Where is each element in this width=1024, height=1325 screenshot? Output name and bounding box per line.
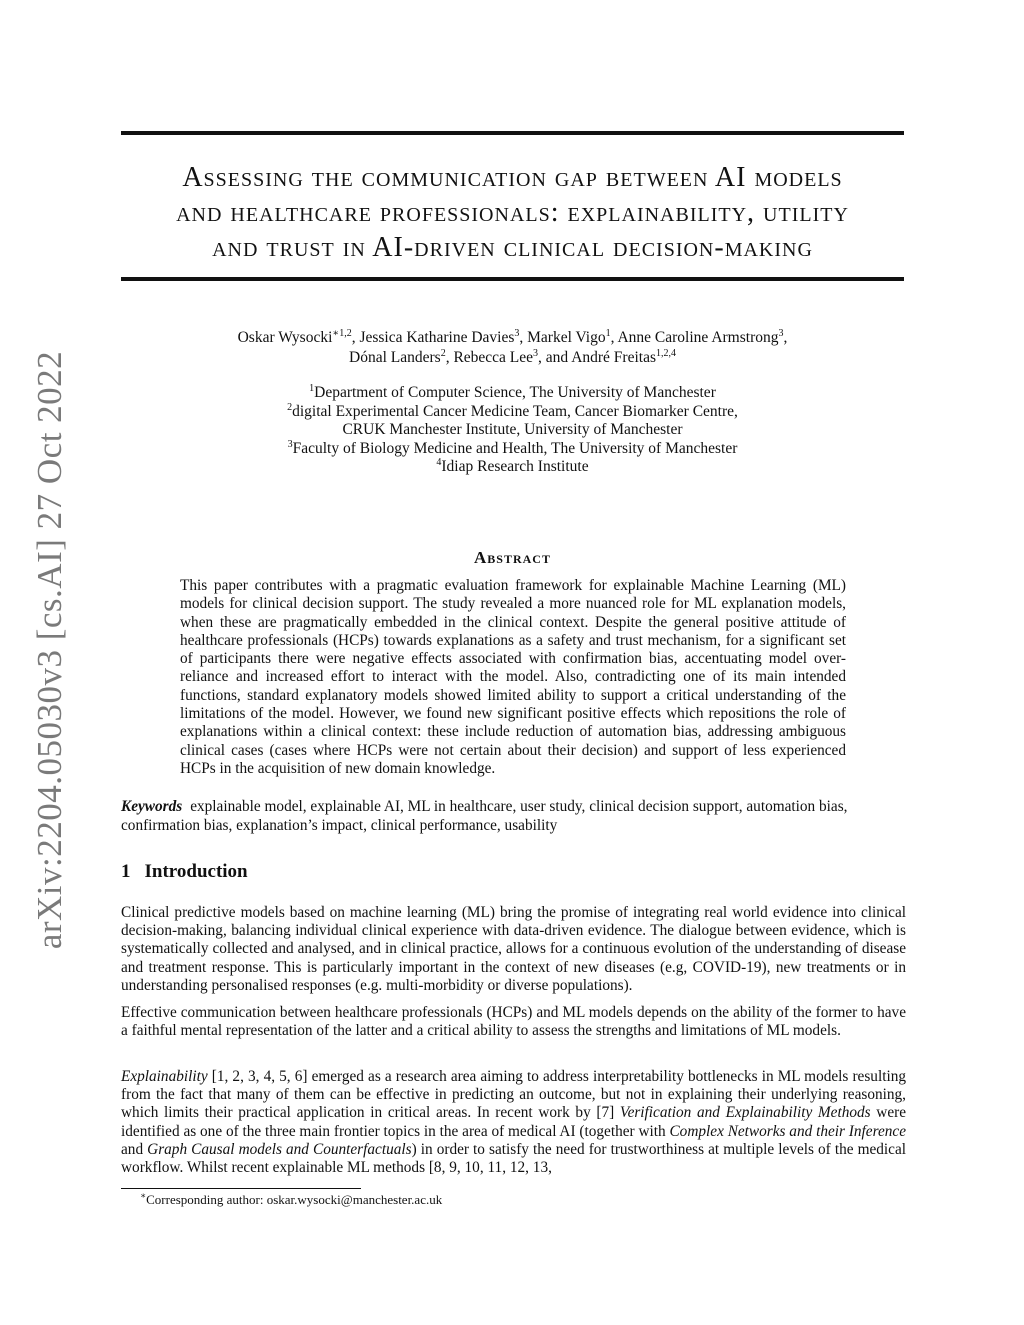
affiliation-item bbox=[121, 384, 904, 403]
author-affiliation-marker: 3 bbox=[778, 327, 784, 339]
paper-title bbox=[121, 160, 904, 265]
paragraph-text: were identified as one of the three main frontier topics in the area of medical AI (together with bbox=[121, 1104, 907, 1140]
affiliation-marker: 3 bbox=[287, 438, 293, 450]
author-line-1 bbox=[121, 328, 904, 348]
intro-paragraph-3 bbox=[121, 1068, 906, 1177]
abstract-heading: Abstract bbox=[474, 548, 551, 567]
footnote-marker: ∗ bbox=[140, 1190, 147, 1201]
author-name: Oskar Wysocki bbox=[237, 329, 333, 346]
arxiv-identifier-stamp: arXiv:2204.05030v3 [cs.AI] 27 Oct 2022 bbox=[30, 350, 69, 950]
author-affiliation-marker: 2 bbox=[440, 347, 446, 359]
author-line-2 bbox=[121, 348, 904, 368]
affiliation-list bbox=[121, 384, 904, 477]
title-line-3: and trust in AI-driven clinical decision-making bbox=[212, 232, 813, 263]
italic-term: Complex Networks and their Inference bbox=[669, 1122, 906, 1140]
title-top-rule bbox=[121, 131, 904, 135]
affiliation-marker: 2 bbox=[287, 401, 293, 413]
footnote-rule bbox=[121, 1188, 361, 1189]
paragraph-text: and bbox=[121, 1140, 148, 1158]
affiliation-item bbox=[121, 458, 904, 477]
author-separator: , bbox=[783, 329, 788, 346]
italic-term: Explainability bbox=[121, 1068, 208, 1085]
footnote-text: Corresponding author: oskar.wysocki@manchester.ac.uk bbox=[146, 1192, 443, 1207]
author-separator: , bbox=[519, 329, 528, 346]
author-list bbox=[121, 328, 904, 368]
footnote bbox=[140, 1192, 442, 1208]
title-line-2: and healthcare professionals: explainability, utility bbox=[176, 197, 849, 228]
affiliation-item bbox=[121, 403, 904, 422]
italic-term: Graph Causal models and Counterfactuals bbox=[147, 1140, 412, 1158]
abstract-text: This paper contributes with a pragmatic evaluation framework for explainable Machine Learning (ML) models for clinical decision support. The study revealed a more nuanced role for ML explanation models, when these are pragmatically embedded in the clinical context. Despite the general positive attitude of healthcare professionals (HCPs) towards explanations as a safety and trust mechanism, for a significant set of participants there were negative effects associated with confirmation bias, accentuating model over-reliance and increased effort to interact with the model. Also, contradicting one of its main intended functions, standard explanatory models showed limited ability to support a critical understanding of the limitations of the model. However, we found new significant positive effects which repositions the role of explanations within a clinical context: these include reduction of automation bias, addressing ambiguous clinical cases (cases where HCPs were not certain about their decision) and support of less experienced HCPs in the acquisition of new domain knowledge. bbox=[180, 577, 846, 777]
affiliation-text: Idiap Research Institute bbox=[441, 458, 589, 475]
affiliation-text: digital Experimental Cancer Medicine Team, Cancer Biomarker Centre, bbox=[292, 402, 738, 420]
author-name: André Freitas bbox=[571, 349, 656, 366]
intro-paragraph-1: Clinical predictive models based on machine learning (ML) bring the promise of integrating real world evidence into clinical decision-making, balancing individual clinical experience with data-driven evidence. The dialogue between evidence, which is systematically collected and analysed, and in clinical practice, allows for a continuous evolution of the understanding of disease and treatment response. This is particularly important in the context of new diseases (e.g, COVID-19), new treatments or in understanding personalised responses (e.g. multi-morbidity or diverse populations). bbox=[121, 904, 906, 994]
author-name: Dónal Landers bbox=[349, 349, 441, 366]
title-bottom-rule bbox=[121, 277, 904, 281]
keywords bbox=[121, 797, 911, 835]
section-heading-introduction bbox=[121, 861, 248, 883]
author-affiliation-marker: 3 bbox=[514, 327, 520, 339]
author-name: Anne Caroline Armstrong bbox=[617, 329, 779, 346]
affiliation-text: Faculty of Biology Medicine and Health, The University of Manchester bbox=[292, 439, 738, 457]
title-line-1: Assessing the communication gap between AI models bbox=[182, 162, 843, 193]
affiliation-item bbox=[121, 440, 904, 459]
author-separator: , bbox=[610, 329, 618, 346]
section-title: Introduction bbox=[144, 861, 248, 882]
author-affiliation-marker: 1,2,4 bbox=[655, 347, 676, 359]
author-affiliation-marker: 3 bbox=[533, 347, 539, 359]
italic-term: Verification and Explainability Methods bbox=[619, 1104, 871, 1122]
affiliation-text: CRUK Manchester Institute, University of Manchester bbox=[342, 421, 683, 438]
affiliation-text: Department of Computer Science, The University of Manchester bbox=[314, 384, 716, 401]
paragraph-text: [1, 2, 3, 4, 5, 6] emerged as a research area aiming to address interpretability bottlenecks in ML models resulting from the fact that many of them can be effective in predicting an outcome, but not in explaining their underlying reasoning, which limits their practical application in critical areas. In recent work by [7] bbox=[121, 1068, 906, 1122]
author-affiliation-marker: 1 bbox=[605, 327, 611, 339]
affiliation-item bbox=[121, 421, 904, 440]
keywords-label: Keywords bbox=[121, 798, 183, 815]
author-name: Jessica Katharine Davies bbox=[359, 329, 515, 346]
author-separator: , bbox=[445, 349, 454, 366]
affiliation-marker: 1 bbox=[309, 382, 315, 394]
keywords-text: explainable model, explainable AI, ML in healthcare, user study, clinical decision support, automation bias, confirmation bias, explanation’s impact, clinical performance, usability bbox=[121, 798, 848, 834]
author-name: Markel Vigo bbox=[527, 329, 606, 346]
author-separator: , and bbox=[538, 349, 572, 366]
author-name: Rebecca Lee bbox=[453, 349, 534, 366]
intro-paragraph-2: Effective communication between healthcare professionals (HCPs) and ML models depends on the ability of the former to have a faithful mental representation of the latter and a critical ability to assess the strengths and limitations of ML models. bbox=[121, 1004, 906, 1040]
affiliation-marker: 4 bbox=[436, 456, 442, 468]
author-separator: , bbox=[351, 329, 360, 346]
section-number: 1 bbox=[121, 861, 131, 882]
paragraph-text: ) in order to satisfy the need for trustworthiness at multiple levels of the medical workflow. Whilst recent explainable ML methods [8, 9, 10, 11, 12, 13, bbox=[121, 1140, 906, 1177]
author-affiliation-marker: ∗1,2 bbox=[332, 327, 352, 339]
